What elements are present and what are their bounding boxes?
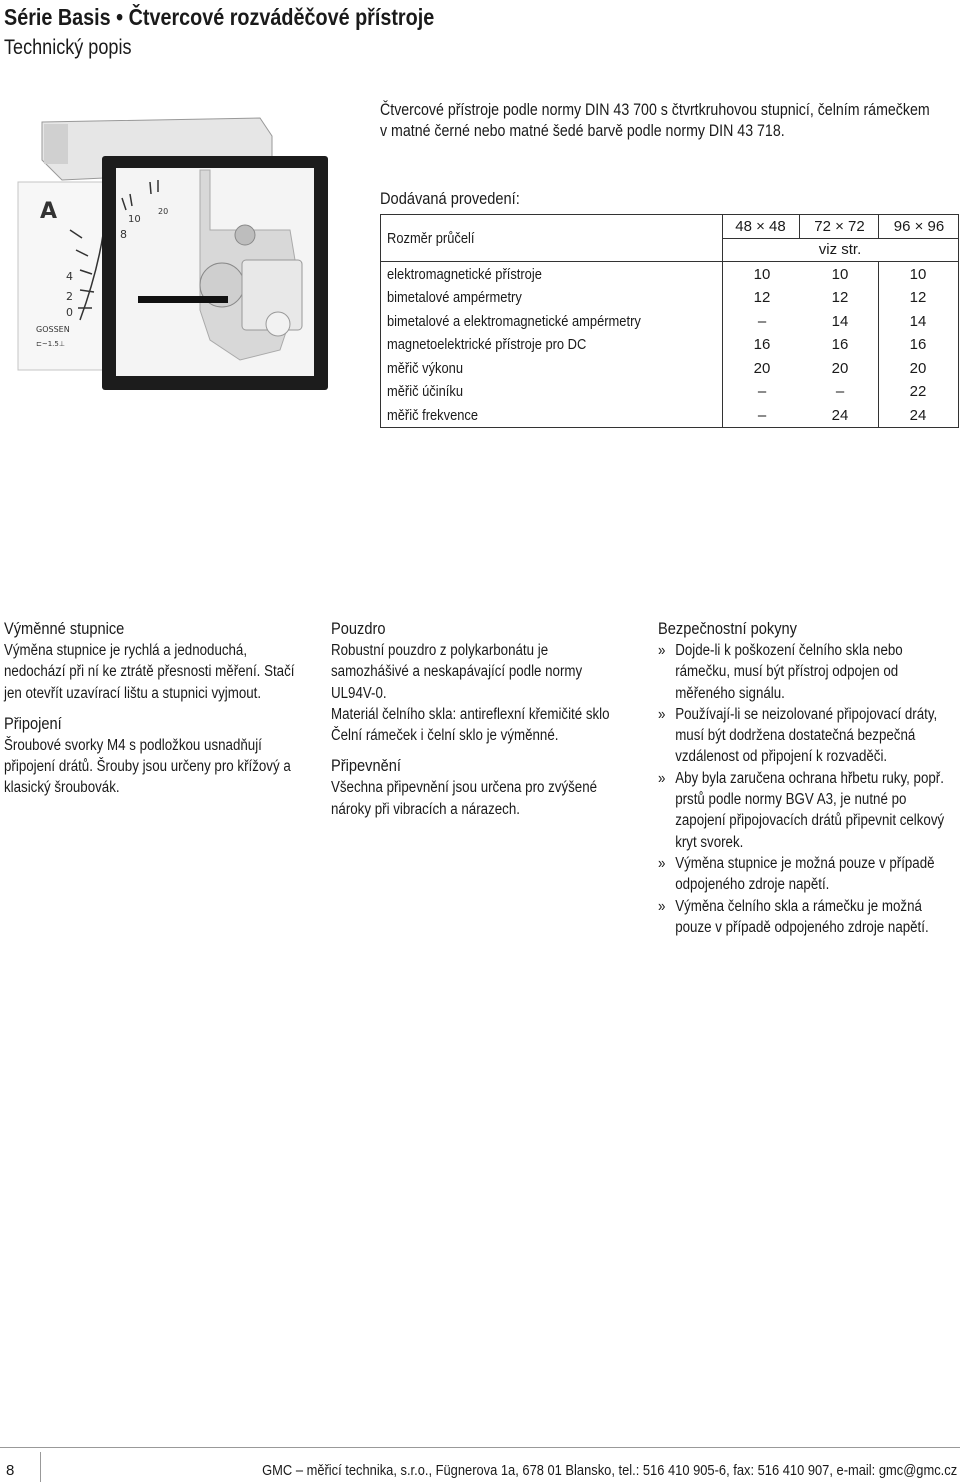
- row-value: –: [757, 407, 767, 424]
- table-size-header: 96 × 96: [893, 218, 945, 235]
- bullet-text: Aby byla zaručena ochrana hřbetu ruky, popř. prstů podle normy BGV A3, je nutné po zapojení připojovacích drátů připevnit celkový kryt svorek.: [675, 769, 945, 851]
- table-size-header: 72 × 72: [814, 218, 865, 235]
- footer-divider: [0, 1447, 960, 1448]
- row-value: 12: [753, 289, 771, 306]
- table-header-label: Rozměr průčelí: [387, 230, 475, 247]
- row-value: 20: [831, 360, 849, 377]
- row-value: 10: [753, 266, 771, 283]
- table-row: [381, 380, 958, 403]
- section-heading: Připojení: [4, 713, 62, 733]
- footer-separator: [40, 1452, 41, 1482]
- section-heading: Výměnné stupnice: [4, 619, 125, 638]
- column-left: [4, 618, 298, 799]
- list-item: [658, 704, 959, 768]
- bullet-text: Používají-li se neizolované připojovací dráty, musí být dodržena dostatečná bezpečná vzdálenost od připojení k rozvaděči.: [675, 705, 938, 766]
- row-value: –: [757, 313, 767, 330]
- variants-table: [380, 214, 959, 428]
- photo-class-mark: ⊏~1.5⊥: [36, 340, 65, 348]
- photo-brand: GOSSEN: [36, 325, 70, 334]
- photo-scale-label: 8: [120, 228, 127, 241]
- intro-text: Čtvercové přístroje podle normy DIN 43 700 s čtvrtkruhovou stupnicí, čelním rámečkem v matné černé nebo matné šedé barvě podle normy DIN 43 718.: [380, 101, 930, 140]
- list-item: [658, 853, 959, 896]
- bullet-mark: »: [658, 642, 666, 659]
- table-row: [381, 357, 958, 380]
- table-row: [381, 333, 958, 356]
- row-value: 16: [909, 336, 927, 353]
- photo-scale-label: 0: [66, 306, 73, 319]
- section-text: Všechna připevnění jsou určena pro zvýšené nároky při vibracích a nárazech.: [331, 779, 598, 818]
- bullet-text: Výměna stupnice je možná pouze v případě odpojeného zdroje napětí.: [675, 854, 935, 894]
- photo-scale-label: 20: [158, 207, 169, 216]
- variants-heading: Dodávaná provedení:: [380, 189, 520, 208]
- page-subtitle: Technický popis: [4, 36, 132, 59]
- list-item: [658, 896, 959, 939]
- page-title: Série Basis • Čtvercové rozváděčové přístroje: [4, 4, 435, 30]
- row-value: –: [835, 383, 845, 400]
- row-value: 12: [831, 289, 849, 306]
- section-text: Výměna stupnice je rychlá a jednoduchá, nedochází při ní ke ztrátě přesnosti měření. Stačí jen otevřít uzavírací lištu a stupnici vyjmout.: [4, 642, 295, 702]
- row-value: 20: [753, 360, 771, 377]
- column-right: [658, 618, 959, 938]
- row-value: 10: [831, 266, 849, 283]
- section-text: Čelní rámeček i čelní sklo je výměnné.: [331, 727, 559, 745]
- row-label: bimetalové ampérmetry: [387, 289, 522, 306]
- table-size-header: 48 × 48: [735, 218, 786, 235]
- row-label: měřič výkonu: [387, 360, 463, 377]
- row-value: 22: [909, 383, 927, 400]
- bullet-mark: »: [658, 854, 666, 872]
- row-label: magnetoelektrické přístroje pro DC: [387, 336, 587, 353]
- section-text: Šroubové svorky M4 s podložkou usnadňují připojení drátů. Šrouby jsou určeny pro křížový a klasický šroubovák.: [4, 736, 291, 797]
- row-label: elektromagnetické přístroje: [387, 266, 542, 283]
- bullet-text: Dojde-li k poškození čelního skla nebo rámečku, musí být přístroj odpojen od měřeného signálu.: [675, 642, 903, 702]
- row-value: 24: [909, 407, 927, 424]
- column-middle: [331, 618, 625, 820]
- row-value: 20: [909, 360, 927, 377]
- row-label: měřič účiníku: [387, 383, 463, 400]
- row-value: 12: [909, 289, 927, 306]
- product-photo: [10, 110, 330, 400]
- row-value: 10: [909, 266, 927, 283]
- bullet-mark: »: [658, 897, 666, 915]
- table-row: [381, 404, 958, 427]
- page-number: 8: [6, 1462, 15, 1479]
- row-label: bimetalové a elektromagnetické ampérmetry: [387, 313, 641, 330]
- table-row: [381, 286, 958, 309]
- photo-scale-label: 2: [66, 290, 73, 303]
- row-value: 24: [831, 407, 849, 424]
- list-item: [658, 768, 959, 853]
- section-text: Robustní pouzdro z polykarbonátu je samozhášivé a neskapávající podle normy UL94V-0.: [331, 642, 583, 702]
- section-text: Materiál čelního skla: antireflexní křemičité sklo: [331, 705, 610, 723]
- section-heading: Bezpečnostní pokyny: [658, 619, 797, 638]
- table-see-page: viz str.: [818, 241, 862, 258]
- section-heading: Připevnění: [331, 756, 401, 776]
- row-label: měřič frekvence: [387, 407, 479, 424]
- list-item: [658, 640, 959, 704]
- section-heading: Pouzdro: [331, 619, 386, 638]
- photo-unit-label: A: [40, 199, 58, 224]
- row-value: 14: [909, 313, 927, 330]
- row-value: –: [757, 383, 767, 400]
- bullet-text: Výměna čelního skla a rámečku je možná pouze v případě odpojeného zdroje napětí.: [675, 897, 929, 936]
- photo-scale-label: 4: [66, 270, 73, 283]
- row-value: 14: [831, 313, 849, 330]
- bullet-mark: »: [658, 769, 666, 787]
- photo-scale-label: 10: [128, 214, 141, 225]
- row-value: 16: [831, 336, 849, 353]
- row-value: 16: [753, 336, 771, 353]
- table-row: [381, 263, 958, 286]
- table-row: [381, 310, 958, 333]
- bullet-mark: »: [658, 705, 666, 723]
- footer-contact: GMC – měřicí technika, s.r.o., Fügnerova 1a, 678 01 Blansko, tel.: 516 410 905-6, fax: 516 410 907, e-mail: gmc@gmc.cz: [261, 1462, 957, 1479]
